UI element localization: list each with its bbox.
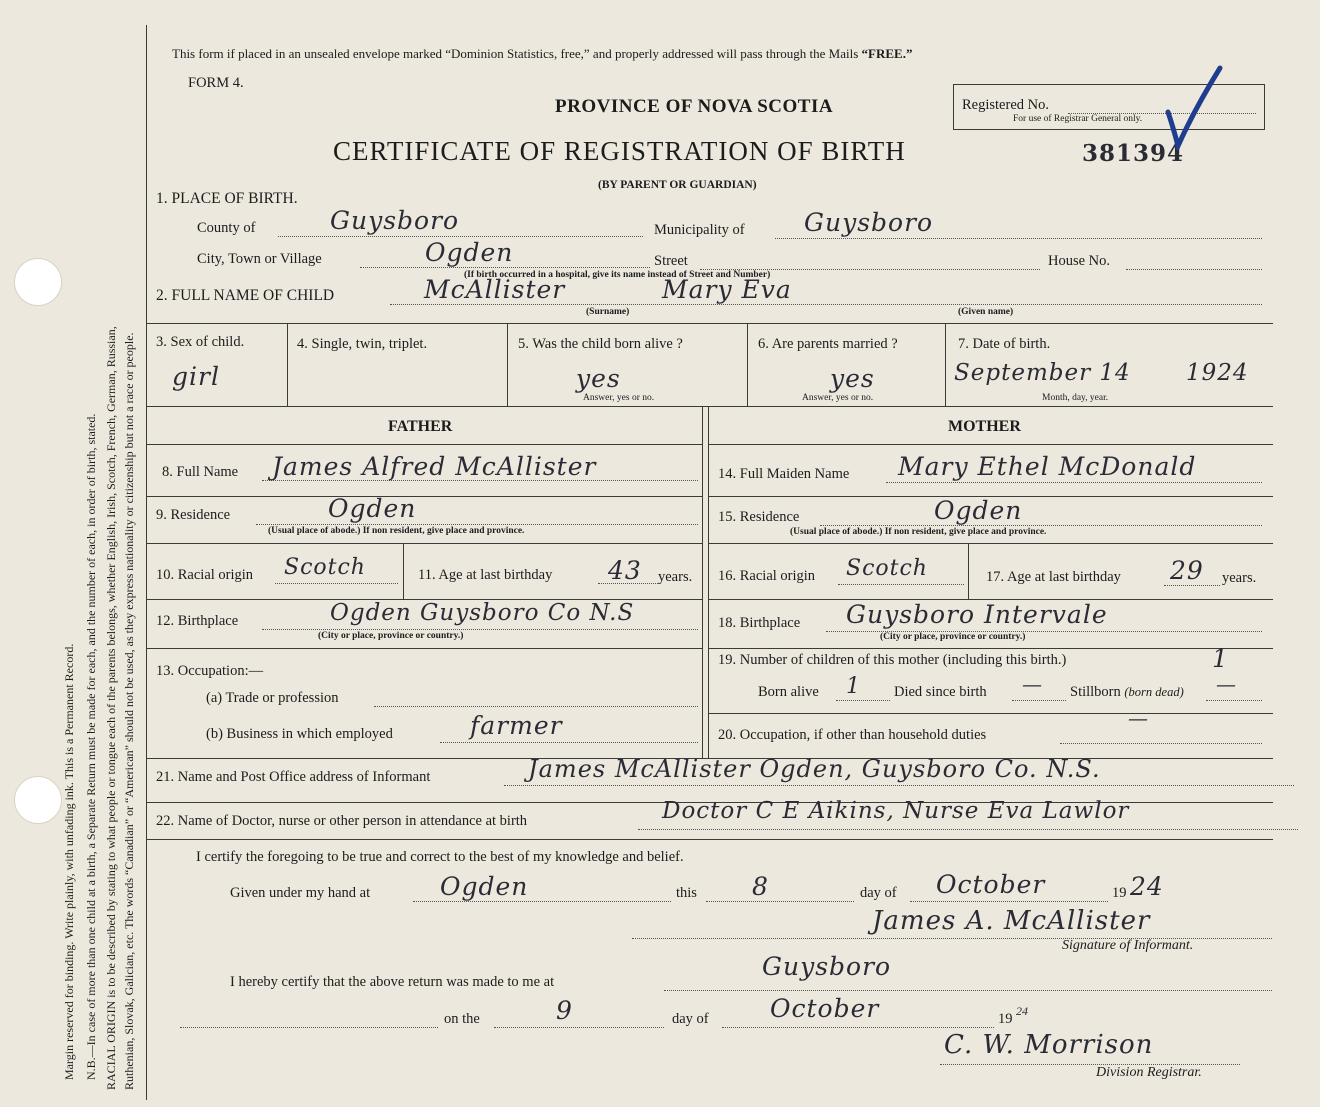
plurality-label: 4. Single, twin, triplet.: [297, 336, 428, 352]
given-this-label: this: [676, 885, 697, 901]
margin-binding-note: Margin reserved for binding. Write plainly, with unfading ink. This is a Permanent Record.: [62, 643, 76, 1080]
mother-rule-2: [709, 543, 1273, 544]
child-box-top: [147, 323, 1273, 324]
given-month-value: October: [936, 870, 1046, 899]
mother-residence-line: [820, 525, 1262, 526]
form-number: FORM 4.: [188, 75, 244, 91]
dob-value: September 14: [954, 360, 1131, 386]
registrar-day-of-label: day of: [672, 1011, 709, 1027]
father-racial-line: [275, 583, 398, 584]
municipality-value: Guysboro: [804, 208, 934, 237]
attendant-line: [638, 829, 1298, 830]
born-alive-label: 5. Was the child born alive ?: [518, 336, 683, 352]
mother-birthplace-value: Guysboro Intervale: [846, 600, 1108, 629]
registrar-statement: I hereby certify that the above return was made to me at: [230, 974, 555, 990]
given-year-suffix: 24: [1130, 872, 1164, 901]
child-name-label: 2. FULL NAME OF CHILD: [156, 287, 335, 304]
mother-stillborn-value: —: [1216, 672, 1237, 696]
registrar-year-suffix: 24: [1016, 1004, 1028, 1018]
mother-born-alive-value: 1: [846, 674, 861, 699]
certification-statement: I certify the foregoing to be true and correct to the best of my knowledge and belief.: [196, 849, 684, 865]
dob-year: 1924: [1186, 360, 1249, 386]
father-name-value: James Alfred McAllister: [272, 452, 597, 481]
child-box-div-3: [747, 323, 748, 406]
street-label: Street: [654, 253, 688, 269]
father-racial-divider: [403, 543, 404, 599]
parents-married-label: 6. Are parents married ?: [758, 336, 898, 352]
father-racial-value: Scotch: [284, 555, 366, 580]
mother-racial-divider: [968, 543, 969, 599]
child-name-line: [390, 304, 1262, 305]
father-residence-caption: (Usual place of abode.) If non resident, give place and province.: [268, 526, 525, 536]
father-residence-line: [256, 524, 698, 525]
mother-name-value: Mary Ethel McDonald: [898, 452, 1197, 481]
child-surname-value: McAllister: [424, 275, 566, 304]
mother-stillborn-label: [1070, 684, 1184, 701]
child-box-div-4: [945, 323, 946, 406]
postal-note-free: “FREE.”: [861, 46, 913, 61]
registrar-day-line: [494, 1027, 664, 1028]
surname-caption: (Surname): [586, 307, 630, 317]
father-rule-2: [147, 543, 702, 544]
father-business-value: farmer: [470, 711, 563, 740]
informant-signature-caption: Signature of Informant.: [1062, 938, 1194, 953]
mother-rule-4: [709, 648, 1273, 649]
child-box-bottom: [147, 406, 1273, 407]
given-year-prefix: 19: [1112, 885, 1127, 901]
registrar-lead-line: [180, 1027, 438, 1028]
given-place-line: [413, 901, 671, 902]
registrar-signature: C. W. Morrison: [944, 1030, 1154, 1060]
municipality-label: Municipality of: [654, 222, 745, 238]
mother-occupation-label: 20. Occupation, if other than household duties: [718, 727, 987, 743]
mother-birthplace-label: 18. Birthplace: [718, 615, 801, 631]
attendant-label: 22. Name of Doctor, nurse or other person in attendance at birth: [156, 813, 528, 829]
registrar-use-note: For use of Registrar General only.: [1013, 114, 1143, 124]
province-title: PROVINCE OF NOVA SCOTIA: [555, 96, 834, 117]
father-occupation-label: 13. Occupation:—: [156, 663, 264, 679]
registrar-on-the-label: on the: [444, 1011, 480, 1027]
given-day-line: [706, 901, 854, 902]
mother-residence-label: 15. Residence: [718, 509, 800, 525]
father-residence-label: 9. Residence: [156, 507, 231, 523]
father-heading: FATHER: [388, 418, 453, 435]
born-alive-caption: Answer, yes or no.: [583, 393, 655, 403]
father-age-value: 43: [608, 556, 642, 585]
dob-caption: Month, day, year.: [1042, 393, 1109, 403]
binder-hole-bottom: [14, 776, 62, 824]
mother-name-label: 14. Full Maiden Name: [718, 466, 850, 482]
given-month-line: [910, 901, 1108, 902]
given-under-label: Given under my hand at: [230, 885, 371, 901]
parents-divider-2: [708, 406, 709, 758]
house-line: [1126, 269, 1262, 270]
given-place-value: Ogden: [440, 872, 529, 901]
mother-name-line: [886, 482, 1262, 483]
given-caption: (Given name): [958, 307, 1014, 317]
mother-residence-caption: (Usual place of abode.) If non resident, give place and province.: [790, 527, 1047, 537]
child-given-value: Mary Eva: [662, 275, 792, 304]
informant-value: James McAllister Ogden, Guysboro Co. N.S.: [528, 755, 1101, 783]
mother-age-unit: years.: [1222, 570, 1257, 586]
father-racial-label: 10. Racial origin: [156, 567, 254, 583]
mother-stillborn-note: (born dead): [1124, 685, 1184, 699]
margin-nb-note: N.B.—In case of more than one child at a birth, a Separate Return must be made for each, and the number of each, in order of birth, stated.: [84, 413, 98, 1080]
sex-label: 3. Sex of child.: [156, 334, 245, 350]
child-box-div-2: [507, 323, 508, 406]
mother-age-line: [1164, 585, 1220, 586]
father-birthplace-value: Ogden Guysboro Co N.S: [330, 600, 635, 626]
mother-occupation-value: —: [1128, 706, 1149, 730]
mother-stillborn-line: [1206, 700, 1262, 701]
mother-heading-rule: [709, 444, 1273, 445]
mother-died-label: Died since birth: [894, 684, 987, 700]
registered-no-label: Registered No.: [962, 97, 1049, 113]
child-box-div-1: [287, 323, 288, 406]
father-age-unit: years.: [658, 569, 693, 585]
dob-label: 7. Date of birth.: [958, 336, 1051, 352]
certificate-number: 381394: [1082, 140, 1185, 167]
father-birthplace-line: [262, 629, 698, 630]
registrar-day-value: 9: [556, 996, 573, 1025]
attendant-rule: [147, 839, 1273, 840]
parents-married-value: yes: [830, 364, 875, 393]
margin-racial-note-1: RACIAL ORIGIN is to be described by stating to what people or tongue each of the parents belongs, whether English, Irish, Scotch, French, German, Russian,: [104, 326, 118, 1090]
mother-rule-5: [709, 713, 1273, 714]
born-alive-value: yes: [576, 364, 621, 393]
father-heading-rule: [147, 444, 702, 445]
mother-racial-label: 16. Racial origin: [718, 568, 816, 584]
city-line: [360, 267, 650, 268]
mother-died-value: —: [1022, 672, 1043, 696]
father-business-label: (b) Business in which employed: [206, 726, 393, 742]
certificate-subtitle: (BY PARENT OR GUARDIAN): [598, 179, 757, 191]
postal-note: [172, 46, 912, 62]
mother-born-alive-line: [836, 700, 890, 701]
given-day-of-label: day of: [860, 885, 897, 901]
county-value: Guysboro: [330, 206, 460, 235]
informant-line: [504, 785, 1294, 786]
postal-note-text: This form if placed in an unsealed envelope marked “Dominion Statistics, free,” and properly addressed will pass through the Mails: [172, 46, 862, 61]
father-business-line: [440, 742, 698, 743]
city-value: Ogden: [425, 238, 514, 267]
mother-stillborn-text: Stillborn: [1070, 684, 1121, 700]
father-rule-4: [147, 648, 702, 649]
parents-married-caption: Answer, yes or no.: [802, 393, 874, 403]
father-birthplace-caption: (City or place, province or country.): [318, 631, 464, 641]
city-label: City, Town or Village: [197, 251, 322, 267]
mother-residence-value: Ogden: [934, 496, 1023, 525]
father-residence-value: Ogden: [328, 494, 417, 523]
father-trade-label: (a) Trade or profession: [206, 690, 339, 706]
municipality-line: [775, 238, 1262, 239]
mother-age-value: 29: [1170, 556, 1204, 585]
parents-divider: [702, 406, 703, 758]
hospital-note: (If birth occurred in a hospital, give its name instead of Street and Number): [464, 270, 771, 280]
mother-children-label: 19. Number of children of this mother (including this birth.): [718, 652, 1067, 668]
informant-label: 21. Name and Post Office address of Informant: [156, 769, 431, 785]
mother-children-value: 1: [1212, 644, 1229, 673]
given-day-value: 8: [752, 872, 769, 901]
mother-racial-line: [838, 584, 964, 585]
mother-born-alive-label: Born alive: [758, 684, 819, 700]
mother-birthplace-caption: (City or place, province or country.): [880, 632, 1026, 642]
registrar-place-line: [664, 990, 1272, 991]
county-label: County of: [197, 220, 256, 236]
mother-died-line: [1012, 700, 1066, 701]
margin-rule: [146, 25, 147, 1100]
sex-value: girl: [172, 362, 220, 391]
certificate-title: CERTIFICATE OF REGISTRATION OF BIRTH: [333, 136, 906, 166]
registrar-month-line: [722, 1027, 994, 1028]
mother-occupation-line: [1060, 743, 1262, 744]
registrar-month-value: October: [770, 994, 880, 1023]
attendant-value: Doctor C E Aikins, Nurse Eva Lawlor: [662, 798, 1130, 824]
county-line: [278, 236, 643, 237]
margin-racial-note-2: Ruthenian, Slovak, Galician, etc. The words “Canadian” or “American” should not be used, as they express nationality or citizenship but not a race or people.: [122, 332, 136, 1090]
registrar-place-value: Guysboro: [762, 952, 892, 981]
father-age-label: 11. Age at last birthday: [418, 567, 553, 583]
binder-hole-top: [14, 258, 62, 306]
place-of-birth-label: 1. PLACE OF BIRTH.: [156, 190, 298, 207]
registrar-signature-caption: Division Registrar.: [1096, 1065, 1202, 1080]
father-rule-1: [147, 496, 702, 497]
mother-age-label: 17. Age at last birthday: [986, 569, 1121, 585]
mother-racial-value: Scotch: [846, 556, 928, 581]
checkmark-icon: [1150, 60, 1230, 150]
registrar-year-prefix: 19: [998, 1011, 1013, 1027]
house-label: House No.: [1048, 253, 1111, 269]
informant-signature: James A. McAllister: [872, 906, 1151, 936]
father-birthplace-label: 12. Birthplace: [156, 613, 239, 629]
father-name-label: 8. Full Name: [162, 464, 239, 480]
mother-heading: MOTHER: [948, 418, 1021, 435]
father-trade-line: [374, 706, 698, 707]
